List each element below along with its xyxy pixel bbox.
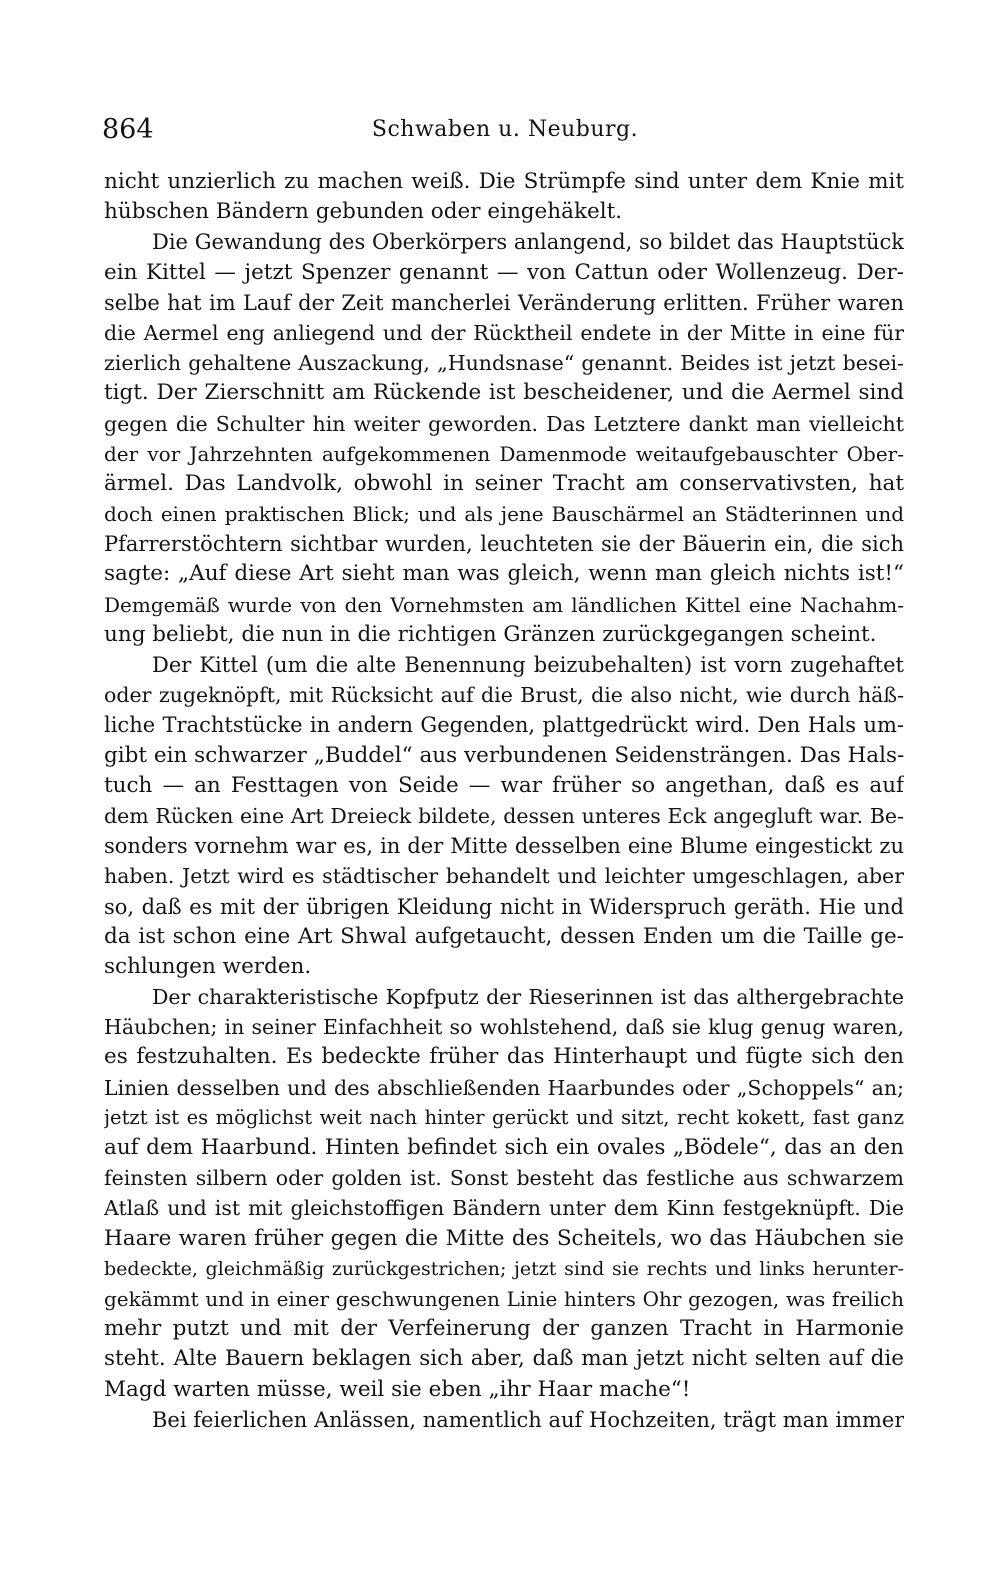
text-line: dem Rücken eine Art Dreieck bildete, dessen unteres Eck angegluft war. Be- — [104, 803, 904, 828]
text-line: Demgemäß wurde von den Vornehmsten am ländlichen Kittel eine Nachahm- — [104, 592, 904, 617]
text-line: da ist schon eine Art Shwal aufgetaucht, dessen Enden um die Taille ge- — [104, 923, 904, 949]
text-line: Häubchen; in seiner Einfachheit so wohlstehend, daß sie klug genug waren, — [104, 1015, 904, 1040]
text-line: sagte: „Auf diese Art sieht man was gleich, wenn man gleich nichts ist!“ — [104, 561, 904, 587]
text-line: oder zugeknöpft, mit Rücksicht auf die Brust, die also nicht, wie durch häß- — [104, 683, 904, 708]
text-line: gekämmt und in einer geschwungenen Linie hinters Ohr gezogen, was freilich — [104, 1286, 904, 1311]
text-line: doch einen praktischen Blick; und als jene Bauschärmel an Städterinnen und — [104, 502, 904, 527]
text-line: Der charakteristische Kopfputz der Rieserinnen ist das althergebrachte — [152, 985, 904, 1010]
page-header — [102, 112, 908, 148]
text-line: gegen die Schulter hin weiter geworden. Das Letztere dankt man vielleicht — [104, 411, 904, 436]
text-line: jetzt ist es möglichst weit nach hinter gerückt und sitzt, recht kokett, fast ganz — [104, 1105, 904, 1129]
text-line: mehr putzt und mit der Verfeinerung der ganzen Tracht in Harmonie — [104, 1316, 904, 1342]
text-line: Magd warten müsse, weil sie eben „ihr Haar mache“! — [104, 1376, 691, 1402]
text-line: auf dem Haarbund. Hinten befindet sich ein ovales „Bödele“, das an den — [104, 1135, 904, 1160]
text-line: sonders vornehm war es, in der Mitte desselben eine Blume eingestickt zu — [104, 834, 904, 859]
text-line: schlungen werden. — [104, 953, 312, 979]
text-line: so, daß es mit der übrigen Kleidung nicht in Widerspruch geräth. Hie und — [104, 894, 904, 919]
text-line: selbe hat im Lauf der Zeit mancherlei Veränderung erlitten. Früher waren — [104, 290, 904, 315]
text-line: Atlaß und ist mit gleichstoffigen Bändern unter dem Kinn festgeknüpft. Die — [104, 1196, 904, 1221]
text-line: die Aermel eng anliegend und der Rücktheil endete in der Mitte in eine für — [104, 320, 904, 345]
text-line: es festzuhalten. Es bedeckte früher das Hinterhaupt und fügte sich den — [104, 1044, 904, 1070]
text-line: zierlich gehaltene Auszackung, „Hundsnase“ genannt. Beides ist jetzt besei- — [104, 351, 904, 376]
text-line: Linien desselben und des abschließenden Haarbundes oder „Schoppels“ an; — [104, 1075, 904, 1100]
text-line: der vor Jahrzehnten aufgekommenen Damenmode weitaufgebauschter Ober- — [104, 441, 904, 466]
text-line: Pfarrerstöchtern sichtbar wurden, leuchteten sie der Bäuerin ein, die sich — [104, 532, 904, 557]
text-line: hübschen Bändern gebunden oder eingehäkelt. — [104, 199, 623, 225]
running-title: Schwaben u. Neuburg. — [371, 117, 639, 142]
text-line: ein Kittel — jetzt Spenzer genannt — von Cattun oder Wollenzeug. Der- — [104, 259, 904, 285]
text-line: Bei feierlichen Anlässen, namentlich auf Hochzeiten, trägt man immer — [152, 1407, 904, 1432]
text-line: liche Trachtstücke in andern Gegenden, plattgedrückt wird. Den Hals um- — [104, 713, 904, 738]
page-number: 864 — [102, 114, 154, 145]
text-line: haben. Jetzt wird es städtischer behandelt und leichter umgeschlagen, aber — [104, 864, 904, 889]
text-line: Der Kittel (um die alte Benennung beizubehalten) ist vorn zugehaftet — [152, 653, 904, 677]
text-line: nicht unzierlich zu machen weiß. Die Strümpfe sind unter dem Knie mit — [104, 169, 904, 194]
text-line: Haare waren früher gegen die Mitte des Scheitels, wo das Häubchen sie — [104, 1225, 904, 1251]
text-line: tuch — an Festtagen von Seide — war früher so angethan, daß es auf — [104, 772, 904, 798]
text-line: gibt ein schwarzer „Buddel“ aus verbundenen Seidensträngen. Das Hals- — [104, 742, 904, 768]
text-line: feinsten silbern oder golden ist. Sonst besteht das festliche aus schwarzem — [104, 1166, 904, 1191]
text-line: steht. Alte Bauern beklagen sich aber, daß man jetzt nicht selten auf die — [104, 1346, 904, 1372]
text-line: tigt. Der Zierschnitt am Rückende ist bescheidener, und die Aermel sind — [104, 380, 904, 406]
text-line: Die Gewandung des Oberkörpers anlangend, so bildet das Hauptstück — [152, 230, 904, 255]
text-line: bedeckte, gleichmäßig zurückgestrichen; jetzt sind sie rechts und links herunter- — [104, 1257, 904, 1280]
text-line: ärmel. Das Landvolk, obwohl in seiner Tracht am conservativsten, hat — [104, 470, 904, 496]
body-text — [104, 167, 904, 1435]
text-line: ung beliebt, die nun in die richtigen Gränzen zurückgegangen scheint. — [104, 621, 877, 647]
